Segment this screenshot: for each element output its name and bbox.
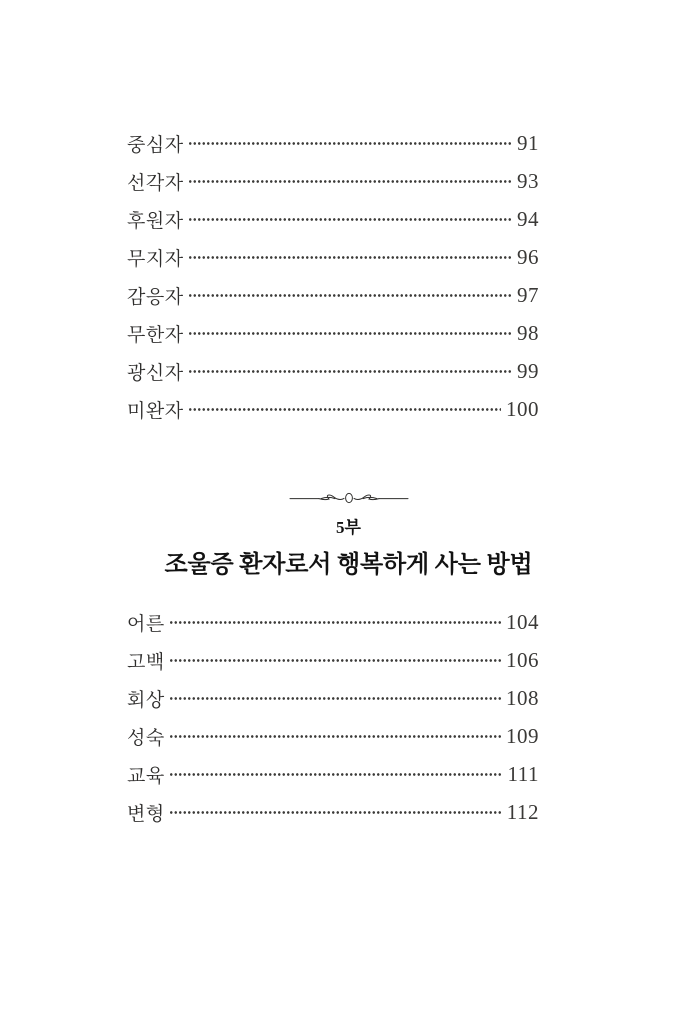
toc-entry-title: 고백 <box>127 651 165 673</box>
toc-entry-title: 성숙 <box>127 727 165 749</box>
toc-entry-title: 선각자 <box>127 172 184 194</box>
toc-entry-title: 광신자 <box>127 362 184 384</box>
toc-entry <box>127 755 539 793</box>
dotted-leader <box>188 390 501 428</box>
toc-entry <box>127 124 539 162</box>
dotted-leader <box>188 238 512 276</box>
toc-entry <box>127 641 539 679</box>
toc-entry-title: 중심자 <box>127 134 184 156</box>
part-label: 5부 <box>336 518 361 537</box>
dotted-leader <box>169 603 501 641</box>
toc-entry-page: 96 <box>517 244 539 269</box>
dotted-leader <box>188 124 512 162</box>
toc-entry-page: 109 <box>506 723 539 748</box>
dotted-leader <box>169 793 502 831</box>
toc-list-part4 <box>127 124 539 428</box>
toc-entry <box>127 717 539 755</box>
toc-entry <box>127 390 539 428</box>
toc-entry-page: 111 <box>507 761 539 786</box>
dotted-leader <box>188 162 512 200</box>
toc-entry-title: 후원자 <box>127 210 184 232</box>
toc-entry-page: 106 <box>506 647 539 672</box>
dotted-leader <box>188 352 512 390</box>
toc-entry-title: 무지자 <box>127 248 184 270</box>
toc-entry-page: 112 <box>506 799 539 824</box>
toc-entry-page: 108 <box>506 685 539 710</box>
toc-entry-title: 교육 <box>127 765 165 787</box>
toc-entry-page: 91 <box>517 130 539 155</box>
toc-entry <box>127 679 539 717</box>
toc-entry <box>127 793 539 831</box>
toc-entry <box>127 238 539 276</box>
toc-entry <box>127 200 539 238</box>
dotted-leader <box>169 679 501 717</box>
part-header <box>0 490 697 579</box>
ornament-divider-icon <box>286 490 412 506</box>
toc-entry <box>127 276 539 314</box>
toc-entry-title: 감응자 <box>127 286 184 308</box>
dotted-leader <box>169 717 501 755</box>
dotted-leader <box>188 200 512 238</box>
toc-entry <box>127 603 539 641</box>
toc-list-part5 <box>127 603 539 831</box>
toc-entry-page: 100 <box>506 396 539 421</box>
toc-entry <box>127 162 539 200</box>
toc-entry-page: 104 <box>506 609 539 634</box>
toc-entry-title: 미완자 <box>127 400 184 422</box>
toc-entry-page: 99 <box>517 358 539 383</box>
toc-entry-title: 무한자 <box>127 324 184 346</box>
dotted-leader <box>169 755 503 793</box>
dotted-leader <box>169 641 501 679</box>
dotted-leader <box>188 276 512 314</box>
toc-entry <box>127 314 539 352</box>
toc-entry-title: 어른 <box>127 613 165 635</box>
toc-entry-page: 93 <box>517 168 539 193</box>
dotted-leader <box>188 314 512 352</box>
toc-entry-page: 94 <box>517 206 539 231</box>
toc-entry-page: 98 <box>517 320 539 345</box>
part-title: 조울증 환자로서 행복하게 사는 방법 <box>164 552 533 578</box>
toc-entry-title: 회상 <box>127 689 165 711</box>
toc-entry-page: 97 <box>517 282 539 307</box>
toc-entry-title: 변형 <box>127 803 165 825</box>
toc-entry <box>127 352 539 390</box>
